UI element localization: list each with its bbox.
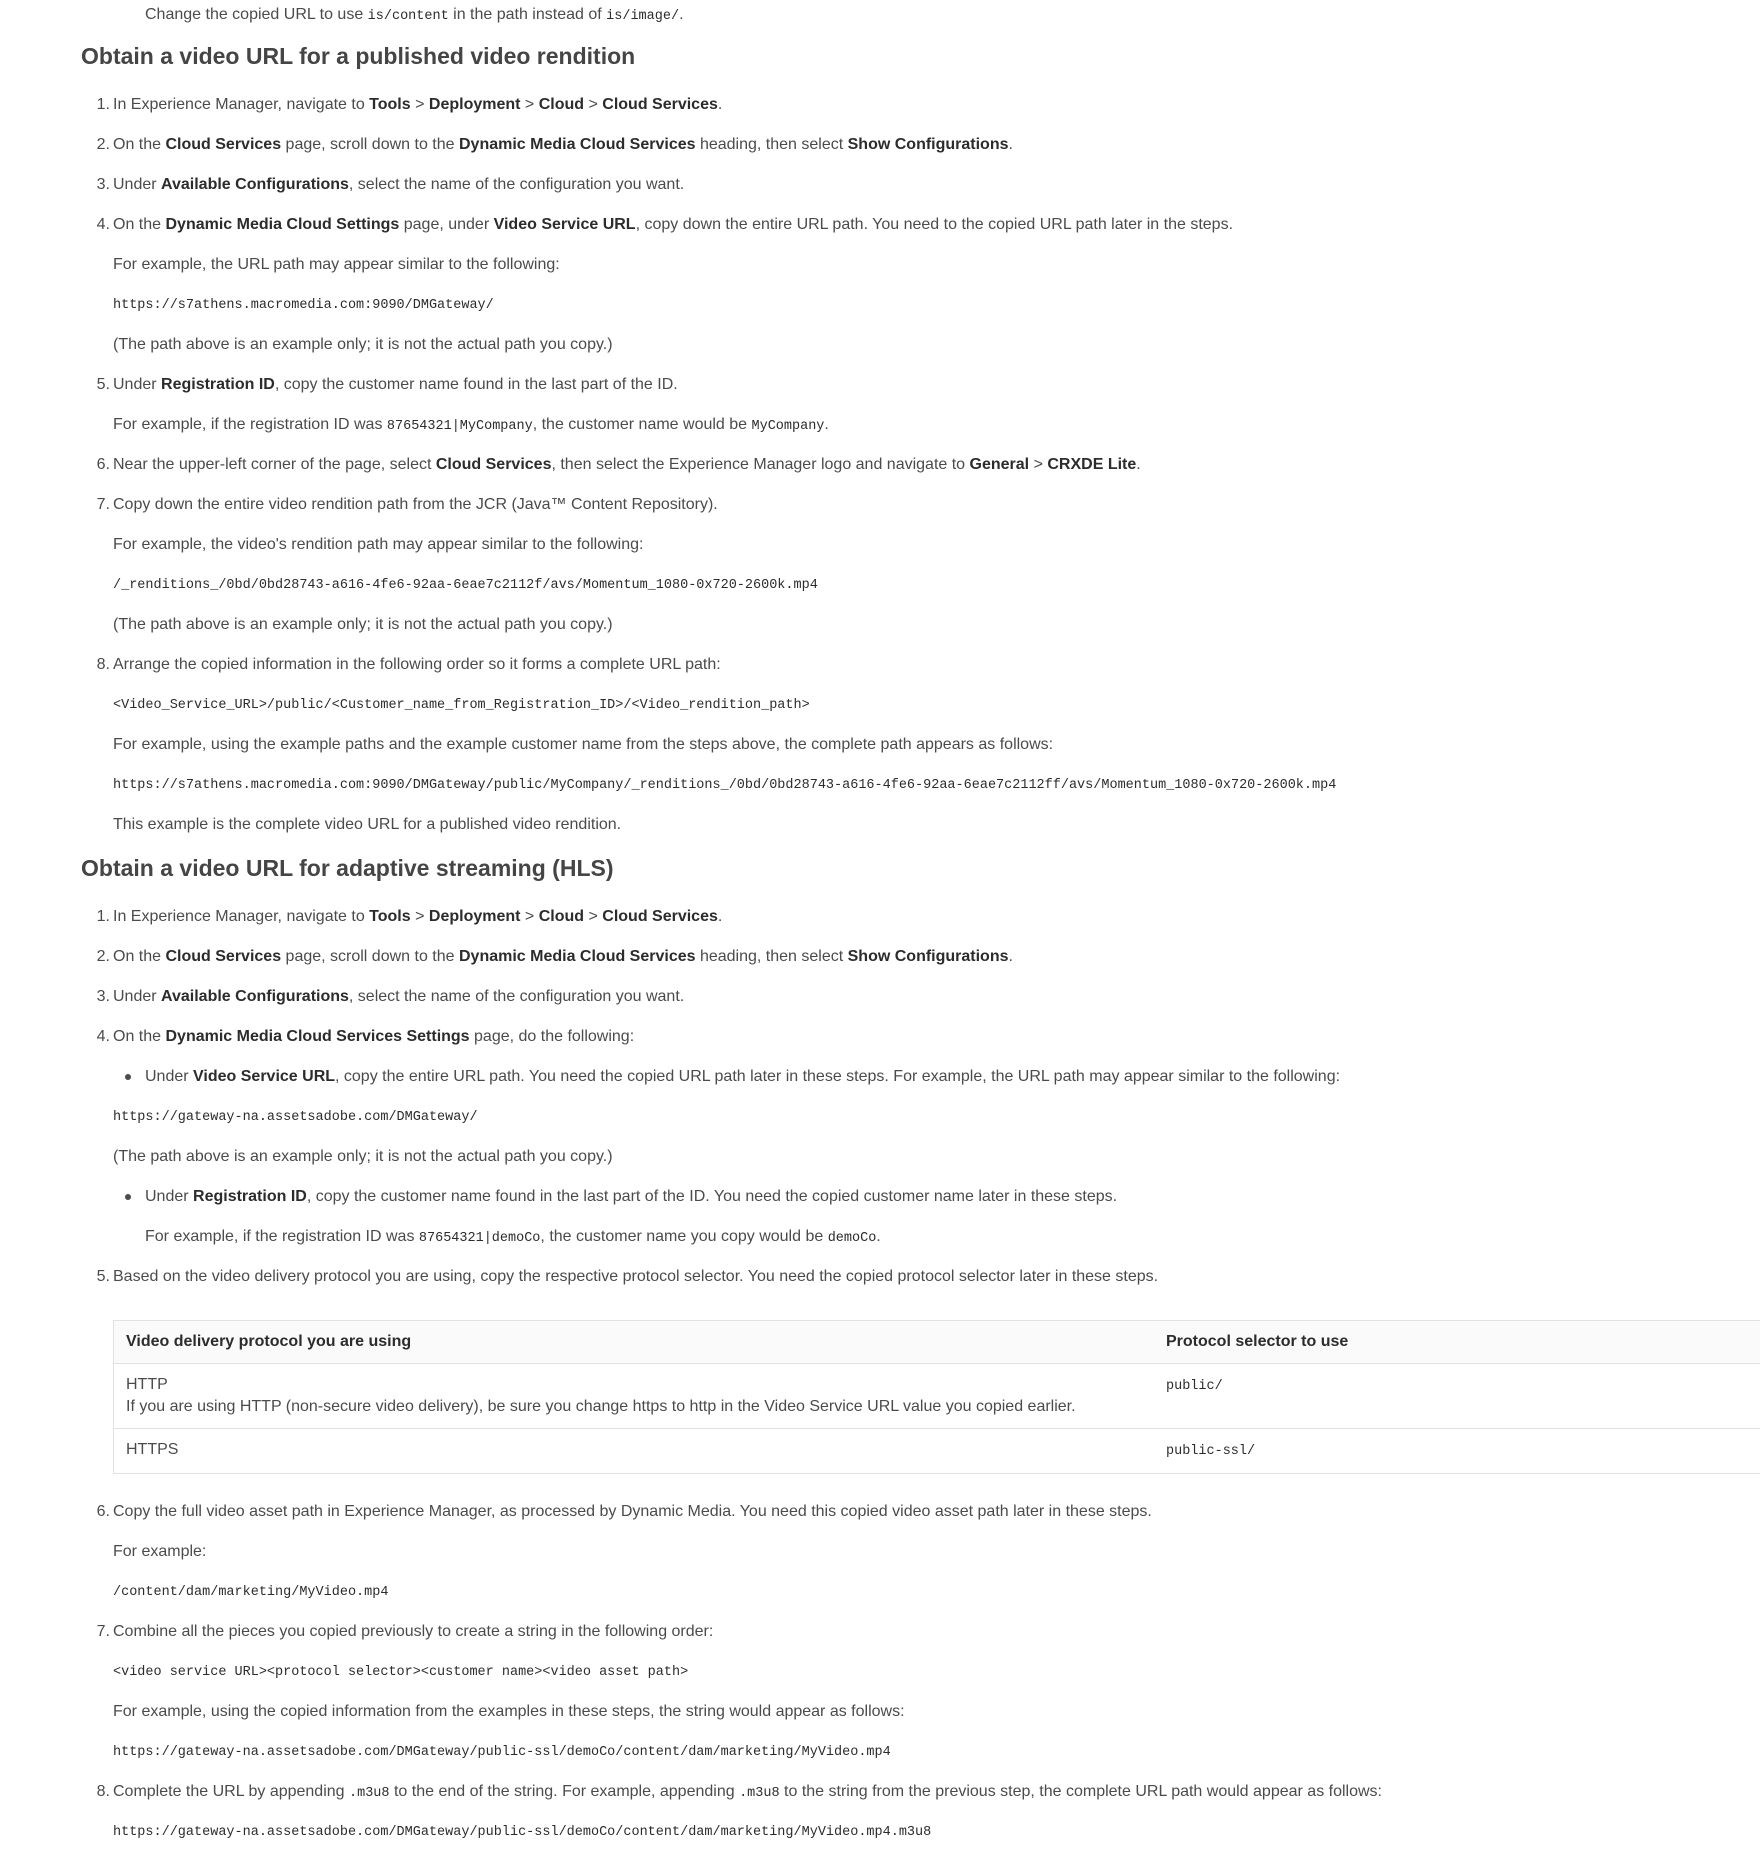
list-number: 2. (96, 948, 110, 965)
example-intro: For example, the URL path may appear similar to the following: (113, 256, 560, 273)
inline-code: MyCompany (751, 419, 825, 434)
bullet-item: Under Registration ID, copy the customer name found in the last part of the ID. You need the copied customer name later in these steps. (145, 1188, 1118, 1205)
list-number: 4. (96, 216, 110, 233)
inline-code: is/content (367, 9, 449, 24)
protocol-name: HTTPS (126, 1441, 179, 1458)
list-number: 7. (96, 1623, 110, 1640)
section-heading-published-video: Obtain a video URL for a published video rendition (81, 43, 636, 69)
table-cell-protocol (114, 1429, 1155, 1474)
list-number: 8. (96, 1783, 110, 1800)
inline-code: demoCo (827, 1231, 877, 1246)
table-cell-selector (1154, 1429, 1760, 1474)
example-note: (The path above is an example only; it is not the actual path you copy.) (113, 1148, 613, 1165)
protocol-table (113, 1320, 1760, 1474)
bullet-item: Under Video Service URL, copy the entire URL path. You need the copied URL path later in these steps. For example, the URL path may appear similar to the following: (145, 1068, 1341, 1085)
list-number: 3. (96, 988, 110, 1005)
list-item: Near the upper-left corner of the page, select Cloud Services, then select the Experience Manager logo and navigate to General > CRXDE Lite. (113, 456, 1141, 473)
table-cell-selector (1154, 1364, 1760, 1429)
table-row (114, 1364, 1760, 1429)
code-example: https://s7athens.macromedia.com:9090/DMGateway/public/MyCompany/_renditions_/0bd/0bd28743-a616-4fe6-92aa-6eae7c2112ff/avs/Momentum_1080-0x720-2600k.mp4 (113, 778, 1337, 793)
example-paragraph: For example, if the registration ID was 87654321|demoCo, the customer name you copy would be demoCo. (145, 1228, 881, 1246)
list-number: 5. (96, 1268, 110, 1285)
list-item: Complete the URL by appending .m3u8 to the end of the string. For example, appending .m3u8 to the string from the previous step, the complete URL path would appear as follows: (113, 1783, 1382, 1801)
list-item: On the Dynamic Media Cloud Settings page, under Video Service URL, copy down the entire URL path. You need to the copied URL path later in the steps. (113, 216, 1234, 233)
inline-code: .m3u8 (739, 1786, 780, 1801)
code-template: <Video_Service_URL>/public/<Customer_name_from_Registration_ID>/<Video_rendition_path> (113, 698, 810, 713)
selector-code: public/ (1166, 1379, 1223, 1394)
code-example: https://gateway-na.assetsadobe.com/DMGateway/public-ssl/demoCo/content/dam/marketing/MyVideo.mp4.m3u8 (113, 1825, 932, 1840)
list-item: Under Available Configurations, select the name of the configuration you want. (113, 988, 685, 1005)
table-row (114, 1429, 1760, 1474)
list-item: In Experience Manager, navigate to Tools > Deployment > Cloud > Cloud Services. (113, 96, 723, 113)
code-example: https://s7athens.macromedia.com:9090/DMGateway/ (113, 298, 494, 313)
table-header-protocol: Video delivery protocol you are using (114, 1321, 1155, 1364)
code-example: /content/dam/marketing/MyVideo.mp4 (113, 1585, 389, 1600)
table-cell-protocol (114, 1364, 1155, 1429)
list-item: On the Cloud Services page, scroll down to the Dynamic Media Cloud Services heading, then select Show Configurations. (113, 136, 1013, 153)
list-item: Under Available Configurations, select the name of the configuration you want. (113, 176, 685, 193)
list-number: 5. (96, 376, 110, 393)
list-item: Copy the full video asset path in Experience Manager, as processed by Dynamic Media. You need this copied video asset path later in these steps. (113, 1503, 1152, 1520)
protocol-name: HTTP (126, 1376, 168, 1393)
protocol-note: If you are using HTTP (non-secure video delivery), be sure you change https to http in the Video Service URL value you copied earlier. (126, 1398, 1076, 1415)
inline-code: 87654321|demoCo (418, 1231, 541, 1246)
code-example: https://gateway-na.assetsadobe.com/DMGateway/ (113, 1110, 478, 1125)
example-paragraph: For example, if the registration ID was 87654321|MyCompany, the customer name would be MyCompany. (113, 416, 829, 434)
example-intro: For example, using the copied information from the examples in these steps, the string would appear as follows: (113, 1703, 905, 1720)
example-intro: For example: (113, 1543, 207, 1560)
code-template: <video service URL><protocol selector><customer name><video asset path> (113, 1665, 689, 1680)
bullet-dot (125, 1194, 131, 1200)
list-number: 3. (96, 176, 110, 193)
list-number: 7. (96, 496, 110, 513)
inline-code: .m3u8 (349, 1786, 390, 1801)
list-number: 4. (96, 1028, 110, 1045)
list-item: Arrange the copied information in the following order so it forms a complete URL path: (113, 656, 721, 673)
section-heading-adaptive-streaming: Obtain a video URL for adaptive streaming (HLS) (81, 855, 614, 881)
list-item: On the Cloud Services page, scroll down to the Dynamic Media Cloud Services heading, then select Show Configurations. (113, 948, 1013, 965)
intro-paragraph: Change the copied URL to use is/content in the path instead of is/image/. (145, 6, 684, 24)
list-item: Under Registration ID, copy the customer name found in the last part of the ID. (113, 376, 678, 393)
example-intro: For example, the video's rendition path may appear similar to the following: (113, 536, 644, 553)
bullet-dot (125, 1074, 131, 1080)
list-number: 1. (96, 908, 110, 925)
code-example: https://gateway-na.assetsadobe.com/DMGateway/public-ssl/demoCo/content/dam/marketing/MyVideo.mp4 (113, 1745, 891, 1760)
closing-paragraph: This example is the complete video URL for a published video rendition. (113, 816, 622, 833)
list-number: 1. (96, 96, 110, 113)
list-number: 6. (96, 1503, 110, 1520)
table-header-selector: Protocol selector to use (1154, 1321, 1760, 1364)
inline-code: is/image/ (606, 9, 680, 24)
list-item: Combine all the pieces you copied previously to create a string in the following order: (113, 1623, 714, 1640)
example-note: (The path above is an example only; it is not the actual path you copy.) (113, 616, 613, 633)
list-number: 2. (96, 136, 110, 153)
list-number: 8. (96, 656, 110, 673)
code-example: /_renditions_/0bd/0bd28743-a616-4fe6-92aa-6eae7c2112f/avs/Momentum_1080-0x720-2600k.mp4 (113, 578, 818, 593)
inline-code: 87654321|MyCompany (386, 419, 533, 434)
list-item: Copy down the entire video rendition path from the JCR (Java™ Content Repository). (113, 496, 718, 513)
example-note: (The path above is an example only; it is not the actual path you copy.) (113, 336, 613, 353)
list-item: Based on the video delivery protocol you are using, copy the respective protocol selector. You need the copied protocol selector later in these steps. (113, 1268, 1159, 1285)
table-header-row (114, 1321, 1760, 1364)
selector-code: public-ssl/ (1166, 1444, 1256, 1459)
list-item: On the Dynamic Media Cloud Services Settings page, do the following: (113, 1028, 635, 1045)
list-number: 6. (96, 456, 110, 473)
list-item: In Experience Manager, navigate to Tools > Deployment > Cloud > Cloud Services. (113, 908, 723, 925)
example-intro: For example, using the example paths and the example customer name from the steps above, the complete path appears as follows: (113, 736, 1054, 753)
